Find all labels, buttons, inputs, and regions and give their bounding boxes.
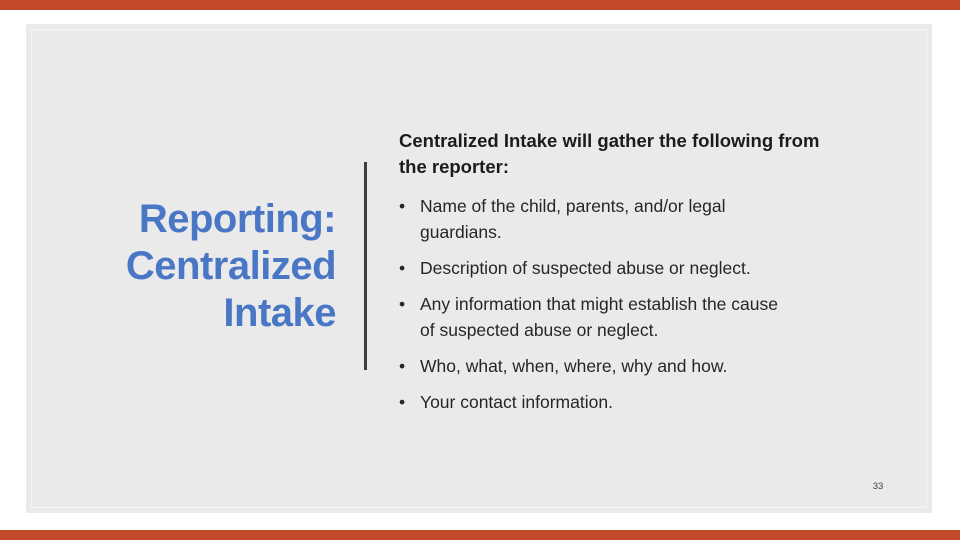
bullet-marker: • [399, 356, 406, 376]
heading-line: the reporter: [399, 156, 509, 177]
bullet-line: Name of the child, parents, and/or legal [420, 196, 726, 216]
bullet-text [420, 291, 778, 343]
bullet-item [399, 291, 904, 343]
divider-line [364, 162, 367, 370]
bullet-line: Your contact information. [420, 392, 613, 412]
title-line: Centralized [125, 244, 336, 288]
bullet-marker: • [399, 294, 406, 314]
bullet-text [420, 255, 751, 281]
bullet-text [420, 389, 613, 415]
bullet-text [420, 193, 725, 245]
bullet-line: guardians. [420, 222, 502, 242]
title-line: Intake [223, 291, 336, 335]
bullet-item [399, 353, 904, 379]
content-heading [399, 128, 904, 180]
bullet-line: of suspected abuse or neglect. [420, 320, 659, 340]
bullet-item [399, 193, 904, 245]
slide-title [50, 196, 336, 337]
bullet-item [399, 389, 904, 415]
bullet-line: Any information that might establish the cause [420, 294, 778, 314]
accent-bar-bottom [0, 530, 960, 540]
accent-bar-top [0, 0, 960, 10]
bullet-marker: • [399, 258, 406, 278]
page-number: 33 [872, 481, 884, 492]
bullet-line: Who, what, when, where, why and how. [420, 356, 728, 376]
slide-body [26, 24, 932, 513]
bullet-marker: • [399, 196, 406, 216]
bullet-line: Description of suspected abuse or neglect. [420, 258, 751, 278]
bullet-item [399, 255, 904, 281]
content-column [399, 128, 904, 425]
heading-line: Centralized Intake will gather the following from [399, 130, 820, 151]
bullet-marker: • [399, 392, 406, 412]
title-line: Reporting: [138, 197, 336, 241]
bullet-text [420, 353, 727, 379]
bullet-list [399, 193, 904, 415]
